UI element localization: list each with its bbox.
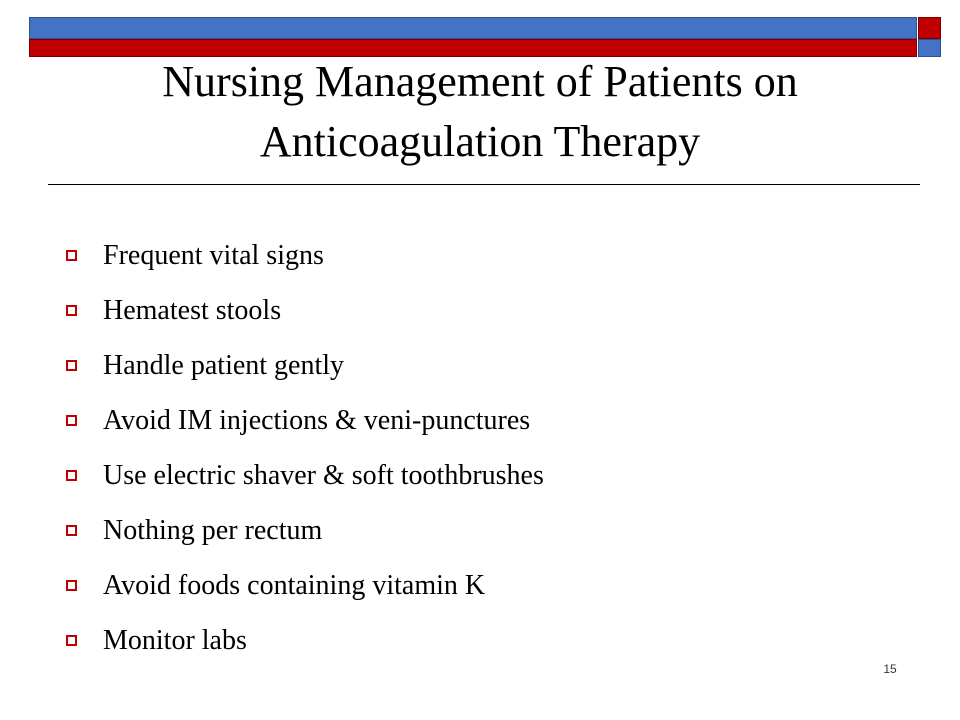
bullet-text: Avoid foods containing vitamin K bbox=[103, 569, 486, 601]
list-item bbox=[66, 283, 544, 338]
list-item bbox=[66, 228, 544, 283]
list-item bbox=[66, 503, 544, 558]
hollow-square-bullet-icon bbox=[66, 470, 77, 481]
slide-title-line-1: Nursing Management of Patients on bbox=[162, 57, 798, 106]
hollow-square-bullet-icon bbox=[66, 305, 77, 316]
slide-title-line-2: Anticoagulation Therapy bbox=[259, 117, 701, 166]
bullet-text: Monitor labs bbox=[103, 624, 247, 656]
list-item bbox=[66, 613, 544, 668]
header-red-square bbox=[918, 17, 941, 39]
list-item bbox=[66, 393, 544, 448]
bullet-text: Frequent vital signs bbox=[103, 239, 324, 271]
hollow-square-bullet-icon bbox=[66, 525, 77, 536]
hollow-square-bullet-icon bbox=[66, 415, 77, 426]
bullet-list bbox=[66, 228, 544, 668]
hollow-square-bullet-icon bbox=[66, 360, 77, 371]
bullet-text: Avoid IM injections & veni-punctures bbox=[103, 404, 531, 436]
list-item bbox=[66, 448, 544, 503]
bullet-text: Handle patient gently bbox=[103, 349, 345, 381]
header-blue-square bbox=[918, 39, 941, 57]
hollow-square-bullet-icon bbox=[66, 580, 77, 591]
title-divider bbox=[48, 184, 920, 185]
bullet-text: Use electric shaver & soft toothbrushes bbox=[103, 459, 544, 491]
list-item bbox=[66, 338, 544, 393]
header-blue-bar bbox=[29, 17, 917, 39]
page-number: 15 bbox=[883, 662, 897, 676]
list-item bbox=[66, 558, 544, 613]
bullet-text: Hematest stools bbox=[103, 294, 282, 326]
slide-title bbox=[40, 52, 920, 172]
bullet-text: Nothing per rectum bbox=[103, 514, 323, 546]
hollow-square-bullet-icon bbox=[66, 250, 77, 261]
hollow-square-bullet-icon bbox=[66, 635, 77, 646]
